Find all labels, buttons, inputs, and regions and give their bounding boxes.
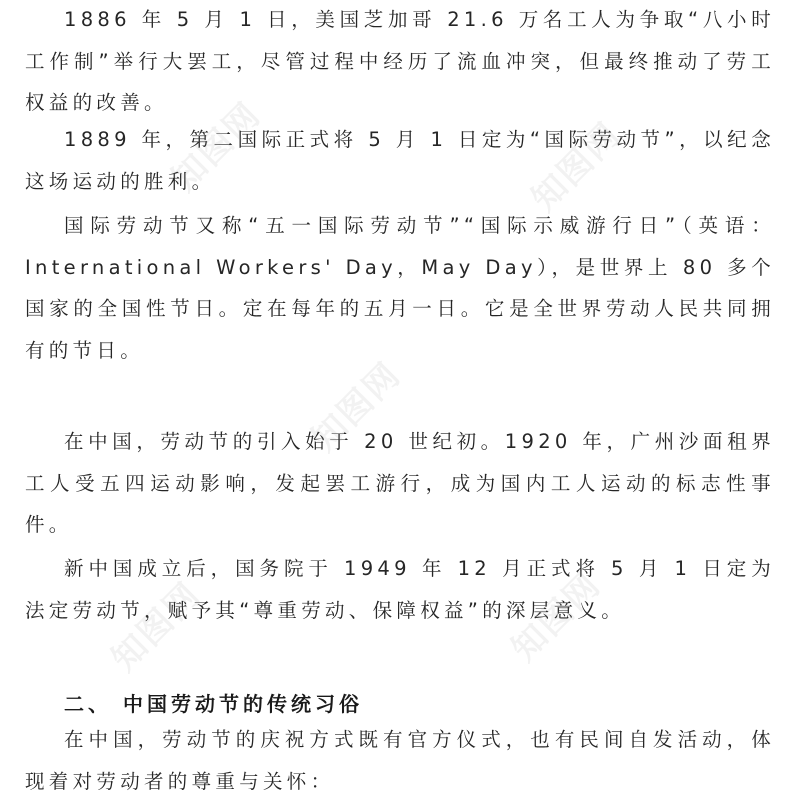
paragraph-1889-second-international: 1889 年，第二国际正式将 5 月 1 日定为“国际劳动节”，以纪念这场运动的胜利。 xyxy=(25,128,775,193)
paragraph-china-introduction: 在中国，劳动节的引入始于 20 世纪初。1920 年，广州沙面租界工人受五四运动影响，发起罢工游行，成为国内工人运动的标志性事件。 xyxy=(25,430,775,536)
watermark: 知图网 xyxy=(304,354,409,460)
watermark: 知图网 xyxy=(164,94,269,200)
paragraph-1886-strike: 1886 年 5 月 1 日，美国芝加哥 21.6 万名工人为争取“八小时工作制”举行大罢工，尽管过程中经历了流血冲突，但最终推动了劳工权益的改善。 xyxy=(25,8,775,114)
watermark: 知图网 xyxy=(104,574,209,680)
paragraph-celebration-methods: 在中国，劳动节的庆祝方式既有官方仪式，也有民间自发活动，体现着对劳动者的尊重与关怀： xyxy=(25,728,775,793)
watermark: 知图网 xyxy=(524,114,629,220)
section-heading-traditions: 二、 中国劳动节的传统习俗 xyxy=(64,692,363,716)
paragraph-new-china-holiday: 新中国成立后，国务院于 1949 年 12 月正式将 5 月 1 日定为法定劳动节，赋予其“尊重劳动、保障权益”的深层意义。 xyxy=(25,557,775,622)
paragraph-may-day-definition: 国际劳动节又称“五一国际劳动节”“国际示威游行日”（英语：International Workers' Day，May Day），是世界上 80 多个国家的全国性节日。定在每年的五月一日。它是全世界劳动人民共同拥有的节日。 xyxy=(25,214,775,362)
watermark: 知图网 xyxy=(504,564,609,670)
